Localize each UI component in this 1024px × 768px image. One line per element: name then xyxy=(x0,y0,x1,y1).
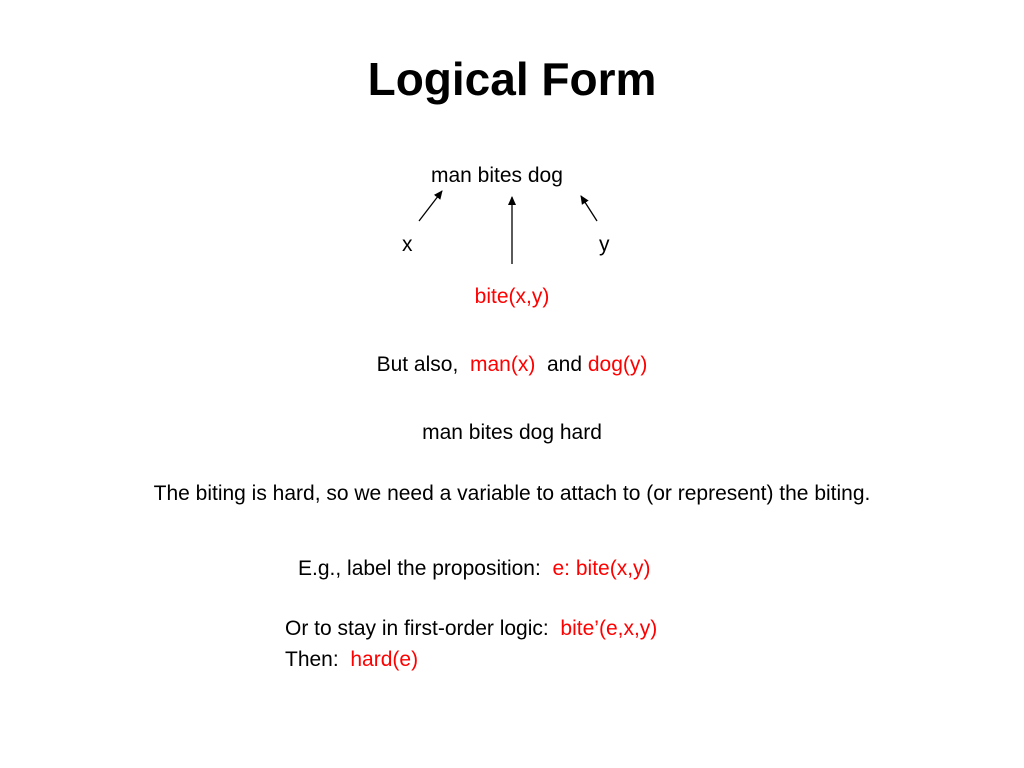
arrow-y-to-dog xyxy=(581,196,597,221)
variable-y: y xyxy=(599,233,610,256)
predicate-bite: bite(x,y) xyxy=(474,285,550,308)
eg-line xyxy=(298,556,651,582)
fol-line xyxy=(285,616,657,642)
arrow-x-to-man xyxy=(419,191,442,221)
example-sentence-hard: man bites dog hard xyxy=(422,421,602,444)
but-also-line xyxy=(0,352,1024,378)
variable-x: x xyxy=(402,233,413,256)
diagram-sentence: man bites dog xyxy=(431,164,563,187)
slide-title: Logical Form xyxy=(367,53,657,105)
then-prefix: Then: xyxy=(285,648,339,671)
fol-formula: bite’(e,x,y) xyxy=(560,617,658,640)
eg-formula: e: bite(x,y) xyxy=(552,557,651,580)
term-dog-y: dog(y) xyxy=(587,353,648,376)
explanation-text: The biting is hard, so we need a variable to attach to (or represent) the biting. xyxy=(153,482,871,505)
fol-prefix: Or to stay in first-order logic: xyxy=(285,617,549,640)
term-man-x: man(x) xyxy=(469,353,536,376)
connector-and: and xyxy=(546,353,583,376)
but-also-prefix: But also, xyxy=(376,353,459,376)
then-line xyxy=(285,647,418,673)
then-formula: hard(e) xyxy=(350,648,419,671)
eg-prefix: E.g., label the proposition: xyxy=(298,557,541,580)
